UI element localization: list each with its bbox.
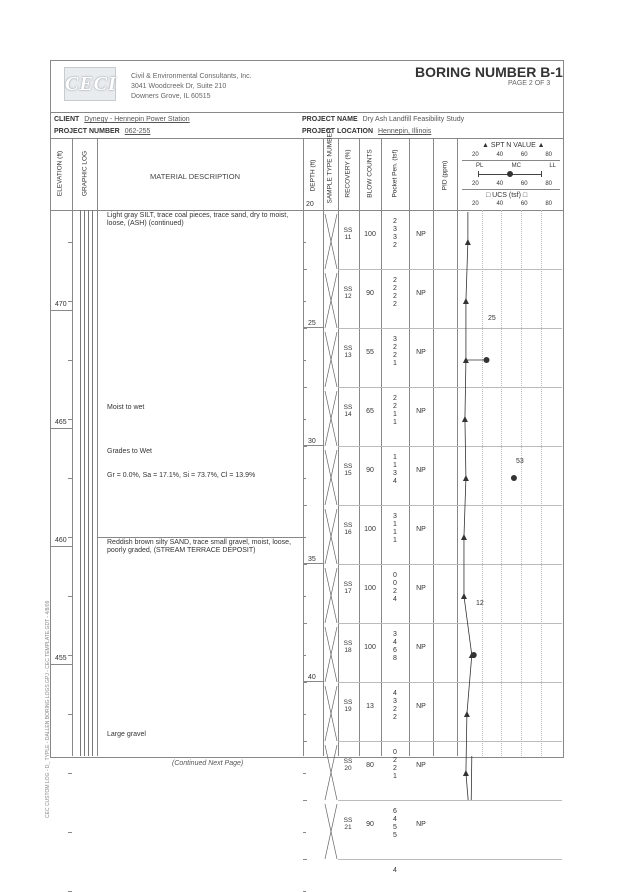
blow-count: 2 (393, 277, 397, 284)
moisture-label-53: 53 (516, 458, 524, 465)
sample-number: 18 (344, 647, 352, 654)
sample-type: SS (343, 404, 353, 411)
pocket-pen-value: NP (416, 290, 426, 297)
description-silty-sand: Reddish brown silty SAND, trace small gravel, moist, loose, poorly graded, (STREAM TERRACE DEPOSIT) (107, 539, 292, 554)
blow-count: 1 (393, 419, 397, 426)
split-spoon-icon (323, 627, 339, 682)
blow-counts-header: BLOW COUNTS (366, 149, 374, 198)
blow-count: 0 (393, 580, 397, 587)
blow-count: 0 (393, 572, 397, 579)
recovery-value: 65 (366, 408, 374, 415)
project-number-value: 062-255 (124, 128, 151, 135)
recovery-value: 100 (364, 526, 376, 533)
sample-type: SS (343, 758, 353, 765)
sample-type-number (339, 640, 357, 654)
blow-counts (388, 513, 402, 545)
spt-point (463, 770, 469, 776)
blow-count: 4 (393, 478, 397, 485)
sample-number: 12 (344, 293, 352, 300)
sample-number: 17 (344, 588, 352, 595)
blow-count: 6 (393, 808, 397, 815)
blow-count: 1 (393, 360, 397, 367)
sample-type: SS (343, 463, 353, 470)
blow-count: 2 (393, 352, 397, 359)
sample-type: SS (343, 286, 353, 293)
blow-count: 3 (393, 226, 397, 233)
blow-counts (388, 808, 402, 840)
spt-tick2-4: 80 (545, 181, 552, 187)
pocket-pen-value: NP (416, 467, 426, 474)
sample-type-number (339, 404, 357, 418)
blow-count: 0 (393, 749, 397, 756)
pocket-pen-value: NP (416, 231, 426, 238)
sample-type: SS (343, 581, 353, 588)
blow-count: 2 (393, 395, 397, 402)
split-spoon-icon (323, 273, 339, 328)
ucs-tick-4: 80 (545, 201, 552, 207)
project-name-label: PROJECT NAME (302, 116, 358, 123)
blow-count: 1 (393, 454, 397, 461)
sample-type-number (339, 581, 357, 595)
elevation-header: ELEVATION (ft) (56, 150, 64, 197)
blow-count: 4 (393, 596, 397, 603)
blow-count: 2 (393, 218, 397, 225)
blow-count: 2 (393, 242, 397, 249)
company-address1: 3041 Woodcreek Dr, Suite 210 (131, 83, 227, 90)
spt-tick-4: 80 (545, 152, 552, 158)
sample-type: SS (343, 522, 353, 529)
pocket-pen-value: NP (416, 644, 426, 651)
project-location-label: PROJECT LOCATION (302, 128, 374, 135)
spt-tick2-1: 20 (472, 181, 479, 187)
blow-counts (388, 631, 402, 663)
blow-count: 4 (393, 867, 397, 874)
ucs-tick-1: 20 (472, 201, 479, 207)
split-spoon-icon (323, 214, 339, 269)
blow-count: 1 (393, 462, 397, 469)
recovery-value: 100 (364, 231, 376, 238)
depth-30: 30 (308, 438, 316, 445)
blow-count: 2 (393, 344, 397, 351)
blow-count: 1 (393, 773, 397, 780)
graphic-log-header: GRAPHIC LOG (81, 150, 89, 197)
sample-type-number (339, 463, 357, 477)
blow-count: 3 (393, 470, 397, 477)
elevation-460: 460 (55, 537, 67, 544)
blow-count: 2 (393, 757, 397, 764)
project-number-label: PROJECT NUMBER (54, 128, 120, 135)
blow-counts (388, 572, 402, 604)
blow-count: 2 (393, 403, 397, 410)
mc-label: MC (511, 163, 521, 169)
blow-count: 3 (393, 234, 397, 241)
ucs-tick-3: 60 (520, 201, 528, 207)
sample-type-number (339, 699, 357, 713)
pocket-pen-value: NP (416, 821, 426, 828)
spt-tick-1: 20 (472, 152, 479, 158)
elevation-465: 465 (55, 419, 67, 426)
moisture-label-12: 12 (476, 600, 484, 607)
split-spoon-icon (323, 804, 339, 859)
sample-type-header: SAMPLE TYPE NUMBER (326, 128, 334, 204)
blow-count: 8 (393, 655, 397, 662)
ll-label: LL (549, 163, 556, 169)
client-value: Dynegy - Hennepin Power Station (84, 116, 190, 123)
description-gradation: Gr = 0.0%, Sa = 17.1%, Si = 73.7%, Cl = 13.9% (107, 472, 256, 479)
blow-count: 2 (393, 714, 397, 721)
material-header: MATERIAL DESCRIPTION (150, 172, 241, 181)
blow-count: 1 (393, 521, 397, 528)
client-label: CLIENT (54, 116, 80, 123)
spt-tick-3: 60 (520, 152, 528, 158)
sample-type-number (339, 758, 357, 772)
sample-type-number (339, 522, 357, 536)
pocket-pen-value: NP (416, 349, 426, 356)
description-large-gravel: Large gravel (107, 731, 146, 738)
blow-count: 2 (393, 301, 397, 308)
blow-count: 2 (393, 293, 397, 300)
sample-type: SS (343, 640, 353, 647)
recovery-value: 100 (364, 644, 376, 651)
split-spoon-icon (323, 509, 339, 564)
sample-number: 15 (344, 470, 352, 477)
blow-count: 2 (393, 588, 397, 595)
pocket-pen-value: NP (416, 585, 426, 592)
pocket-pen-header: Pocket Pen. (tsf) (391, 149, 399, 198)
recovery-value: 13 (366, 703, 374, 710)
description-ash: Light gray SILT, trace coal pieces, trace sand, dry to moist, loose, (ASH) (continued) (107, 212, 289, 227)
blow-count: 4 (393, 690, 397, 697)
blow-counts (388, 277, 402, 309)
ucs-tick-2: 40 (496, 201, 504, 207)
sample-number: 20 (344, 765, 352, 772)
recovery-header: RECOVERY (%) (344, 149, 352, 198)
sample-number: 14 (344, 411, 352, 418)
company-name: Civil & Environmental Consultants, Inc. (131, 73, 252, 80)
blow-count: 3 (393, 513, 397, 520)
company-logo (64, 67, 116, 101)
continued-footer: (Continued Next Page) (172, 760, 244, 767)
recovery-value: 90 (366, 467, 374, 474)
blow-count: 1 (393, 537, 397, 544)
recovery-value: 55 (366, 349, 374, 356)
blow-count: 5 (393, 832, 397, 839)
logo-text: CECI (65, 73, 117, 95)
ucs-header: □ UCS (tsf) □ (486, 192, 528, 199)
split-spoon-icon (323, 332, 339, 387)
blow-counts (388, 395, 402, 427)
sample-type: SS (343, 345, 353, 352)
depth-header: DEPTH (ft) (309, 159, 317, 192)
spt-tick2-2: 40 (496, 181, 504, 187)
split-spoon-icon (323, 450, 339, 505)
page-title: BORING NUMBER B-1 (415, 64, 563, 80)
blow-count: 3 (393, 631, 397, 638)
pocket-pen-value: NP (416, 526, 426, 533)
blow-counts (388, 749, 402, 781)
blow-counts (388, 690, 402, 722)
blow-counts (388, 867, 402, 875)
pocket-pen-value: NP (416, 762, 426, 769)
sample-type-number (339, 286, 357, 300)
sample-type: SS (343, 817, 353, 824)
blow-count: 6 (393, 647, 397, 654)
project-name-value: Dry Ash Landfill Feasibility Study (362, 116, 465, 123)
blow-count: 4 (393, 639, 397, 646)
recovery-value: 90 (366, 290, 374, 297)
spt-tick-2: 40 (496, 152, 504, 158)
sample-number: 21 (344, 824, 352, 831)
sample-number: 16 (344, 529, 352, 536)
sample-number: 19 (344, 706, 352, 713)
moisture-label-25: 25 (488, 315, 496, 322)
blow-count: 1 (393, 529, 397, 536)
spt-header: ▲ SPT N VALUE ▲ (482, 142, 545, 149)
blow-count: 3 (393, 336, 397, 343)
depth-25: 25 (308, 320, 316, 327)
split-spoon-icon (323, 568, 339, 623)
pocket-pen-value: NP (416, 703, 426, 710)
pocket-pen-value: NP (416, 408, 426, 415)
blow-count: 2 (393, 765, 397, 772)
recovery-value: 90 (366, 821, 374, 828)
depth-35: 35 (308, 556, 316, 563)
pid-header: PID (ppm) (441, 160, 449, 191)
description-grades-to-wet: Grades to Wet (107, 448, 153, 455)
sample-type-number (339, 345, 357, 359)
blow-counts (388, 454, 402, 486)
project-location-value: Hennepin, Illinois (378, 128, 432, 135)
split-spoon-icon (323, 745, 339, 800)
elevation-470: 470 (55, 301, 67, 308)
spt-tick2-3: 60 (520, 181, 528, 187)
sample-type: SS (343, 227, 353, 234)
elevation-455: 455 (55, 655, 67, 662)
split-spoon-icon (323, 391, 339, 446)
blow-count: 2 (393, 285, 397, 292)
blow-counts (388, 336, 402, 368)
blow-count: 2 (393, 706, 397, 713)
description-moist-to-wet: Moist to wet (107, 404, 145, 411)
blow-count: 1 (393, 411, 397, 418)
recovery-value: 100 (364, 585, 376, 592)
sample-type-number (339, 227, 357, 241)
recovery-value: 80 (366, 762, 374, 769)
pl-label: PL (476, 163, 484, 169)
company-address2: Downers Grove, IL 60515 (131, 93, 211, 100)
page-number: PAGE 2 OF 3 (508, 80, 551, 87)
side-label: CEC CUSTOM LOG - D_ TYPLE - DALLEN BORING LOGS.GPJ - CEC TEMPLATE.GDT - 4/8/09 (45, 600, 51, 818)
depth-start: 20 (306, 201, 314, 208)
blow-count: 5 (393, 824, 397, 831)
sample-type-number (339, 817, 357, 831)
blow-count: 4 (393, 816, 397, 823)
split-spoon-icon (323, 686, 339, 741)
sample-type: SS (343, 699, 353, 706)
sample-number: 11 (344, 234, 352, 241)
sample-number: 13 (344, 352, 352, 359)
blow-counts (388, 218, 402, 250)
blow-count: 3 (393, 698, 397, 705)
depth-40: 40 (308, 674, 316, 681)
